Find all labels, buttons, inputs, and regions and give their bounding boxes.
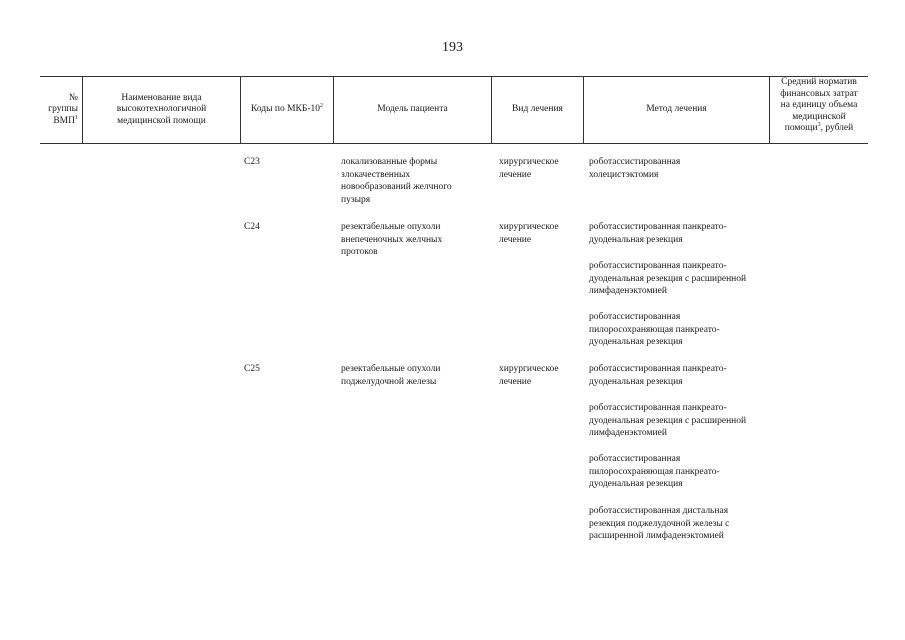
header-care-type-name [83,77,241,143]
icd-code: C24 [244,222,260,232]
header-average-cost [770,77,868,143]
page-number: 193 [442,40,463,55]
header-average-cost-label [780,77,857,135]
treatment-method: роботассистированная панкреато- дуоденальная резекция [589,222,727,245]
treatment-method: роботассистированная панкреато- дуоденальная резекция [589,364,727,387]
treatment-method: роботассистированная панкреато- дуоденальная резекция с расширенной лимфаденэктомией [589,261,747,296]
treatment-type: хирургическое лечение [499,364,559,387]
treatment-type: хирургическое лечение [499,222,559,245]
header-treatment-method-label: Метод лечения [646,104,707,115]
footnote-mark: 2 [320,103,324,110]
header-icd-codes-label [251,104,323,116]
header-icd-codes-text: Коды по МКБ-10 [250,104,321,115]
header-care-type-name-label: Наименование вида высокотехнологичной медицинской помощи [116,92,207,126]
header-treatment-type [492,77,584,143]
patient-model: резектабельные опухоли внепеченочных желчных протоков [341,222,443,257]
header-patient-model [334,77,492,143]
header-patient-model-label: Модель пациента [377,104,448,115]
icd-code: C23 [244,157,260,167]
patient-model: локализованные формы злокачественных новообразований желчного пузыря [341,157,452,205]
header-average-cost-text: Средний норматив финансовых затрат на единицу объема медицинской помощи [780,77,858,133]
icd-code: C25 [244,364,260,374]
treatment-method: роботассистированная дистальная резекция поджелудочной железы с расширенной лимфаденэктомией [589,506,730,541]
treatment-method: роботассистированная пилоросохраняющая панкреато- дуоденальная резекция [589,454,720,489]
header-treatment-method [584,77,770,143]
header-icd-codes [241,77,334,143]
treatment-type: хирургическое лечение [499,157,559,180]
treatment-method: роботассистированная панкреато- дуоденальная резекция с расширенной лимфаденэктомией [589,403,747,438]
header-average-cost-unit: , рублей [820,123,854,133]
treatment-method: роботассистированная холецистэктомия [589,157,681,180]
header-treatment-type-label: Вид лечения [512,104,563,115]
treatment-method: роботассистированная пилоросохраняющая панкреато- дуоденальная резекция [589,312,720,347]
header-group-number [40,77,83,143]
patient-model: резектабельные опухоли поджелудочной железы [341,364,441,387]
table-header [40,76,868,144]
footnote-mark: 1 [75,114,78,121]
header-group-number-text: № группы ВМП [48,92,78,126]
header-group-number-label [48,93,78,128]
footnote-mark: 3 [817,121,821,128]
